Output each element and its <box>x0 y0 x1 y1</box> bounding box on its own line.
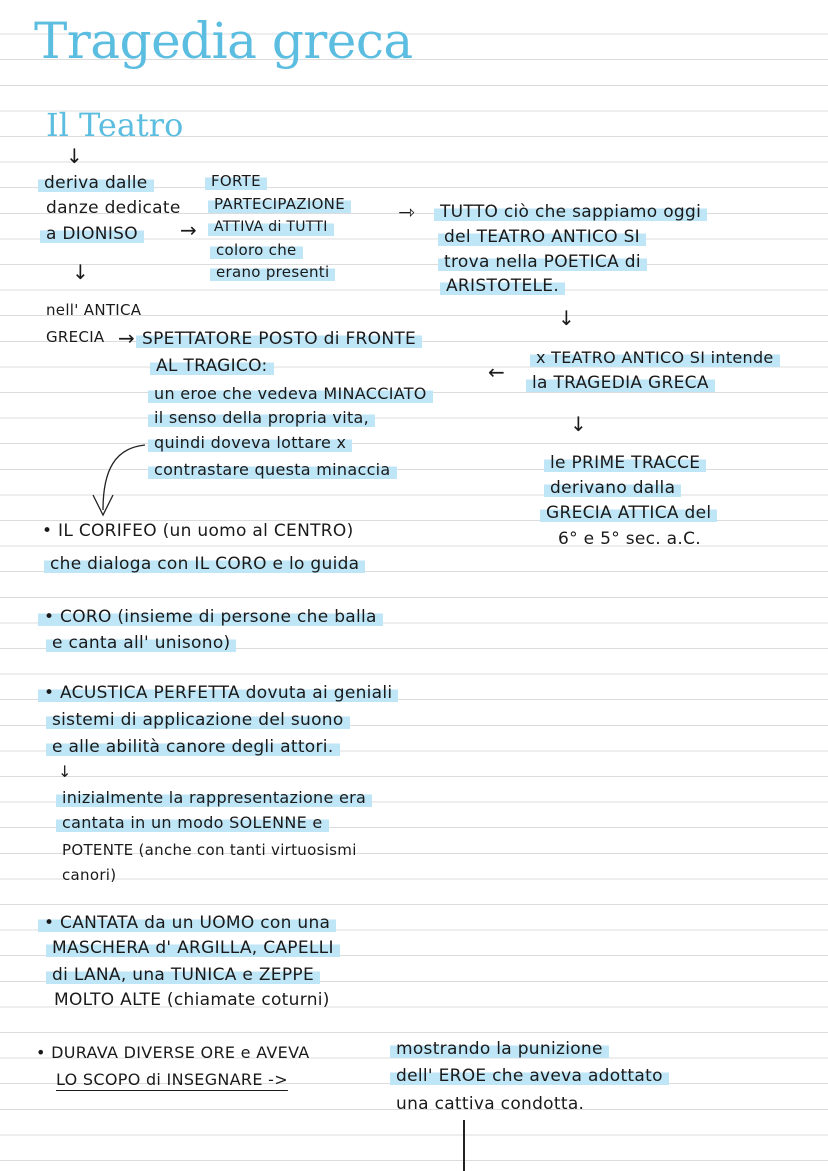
connector-line <box>463 1120 465 1171</box>
note-line: PARTECIPAZIONE <box>208 193 351 215</box>
arrow-down-icon: ↓ <box>58 762 72 781</box>
curved-arrow-icon <box>85 440 155 520</box>
note-line: erano presenti <box>210 261 335 283</box>
note-line: del TEATRO ANTICO SI <box>438 226 646 248</box>
bullet-line: • DURAVA DIVERSE ORE e AVEVA <box>36 1043 310 1062</box>
bullet-line: sistemi di applicazione del suono <box>46 709 350 731</box>
note-line: derivano dalla <box>544 477 681 499</box>
note-line: SPETTATORE POSTO di FRONTE <box>136 328 422 350</box>
note-line: FORTE <box>205 170 267 192</box>
bullet-line: MASCHERA d' ARGILLA, CAPELLI <box>46 937 340 959</box>
bullet-line: di LANA, una TUNICA e ZEPPE <box>46 964 320 986</box>
arrow-right-icon: ⇾ <box>398 200 415 224</box>
arrow-right-icon: → <box>118 326 135 350</box>
note-line: 6° e 5° sec. a.C. <box>558 529 701 549</box>
note-line: nell' ANTICA <box>46 301 142 319</box>
bullet-line: e alle abilità canore degli attori. <box>46 736 340 758</box>
bullet-line: MOLTO ALTE (chiamate coturni) <box>54 990 330 1010</box>
note-line: ARISTOTELE. <box>440 275 565 297</box>
note-line: trova nella POETICA di <box>438 251 647 273</box>
note-line: GRECIA ATTICA del <box>540 502 717 524</box>
note-line: quindi doveva lottare x <box>148 432 352 454</box>
note-line: il senso della propria vita, <box>148 407 375 429</box>
arrow-right-icon: → <box>180 218 197 242</box>
bullet-line: • CORO (insieme di persone che balla <box>38 606 383 628</box>
page-title: Tragedia greca <box>34 12 413 70</box>
bullet-line: • CANTATA da un UOMO con una <box>38 912 336 934</box>
bullet-line: • ACUSTICA PERFETTA dovuta ai geniali <box>38 682 398 704</box>
note-line: POTENTE (anche con tanti virtuosismi <box>62 841 357 859</box>
arrow-down-icon: ↓ <box>570 412 587 436</box>
note-line: TUTTO ciò che sappiamo oggi <box>434 201 707 223</box>
section-title: Il Teatro <box>46 106 184 144</box>
note-line: coloro che <box>210 239 303 261</box>
bullet-line: che dialoga con IL CORO e lo guida <box>44 553 365 575</box>
note-line: danze dedicate <box>46 198 181 218</box>
bullet-line: • IL CORIFEO (un uomo al CENTRO) <box>42 521 354 541</box>
note-line: x TEATRO ANTICO SI intende <box>530 347 780 369</box>
arrow-down-icon: ↓ <box>558 306 575 330</box>
note-line: GRECIA <box>46 328 105 346</box>
note-line: inizialmente la rappresentazione era <box>56 787 372 809</box>
note-line: ATTIVA di TUTTI <box>208 216 334 238</box>
note-line: AL TRAGICO: <box>150 355 274 377</box>
arrow-left-icon: ← <box>488 360 505 384</box>
note-line: un eroe che vedeva MINACCIATO <box>148 383 433 405</box>
note-line: le PRIME TRACCE <box>544 452 706 474</box>
arrow-down-icon: ↓ <box>66 144 83 168</box>
note-line: a DIONISO <box>40 223 144 245</box>
note-line: deriva dalle <box>38 172 154 194</box>
arrow-down-icon: ↓ <box>72 260 89 284</box>
note-line: canori) <box>62 866 117 884</box>
note-line: mostrando la punizione <box>390 1038 609 1060</box>
note-line: contrastare questa minaccia <box>148 459 397 481</box>
note-line: una cattiva condotta. <box>396 1094 585 1114</box>
bullet-line: e canta all' unisono) <box>46 632 236 654</box>
note-line: la TRAGEDIA GRECA <box>526 372 715 394</box>
note-line: cantata in un modo SOLENNE e <box>56 812 329 834</box>
note-line: dell' EROE che aveva adottato <box>390 1065 669 1087</box>
bullet-line: LO SCOPO di INSEGNARE -> <box>56 1070 288 1089</box>
